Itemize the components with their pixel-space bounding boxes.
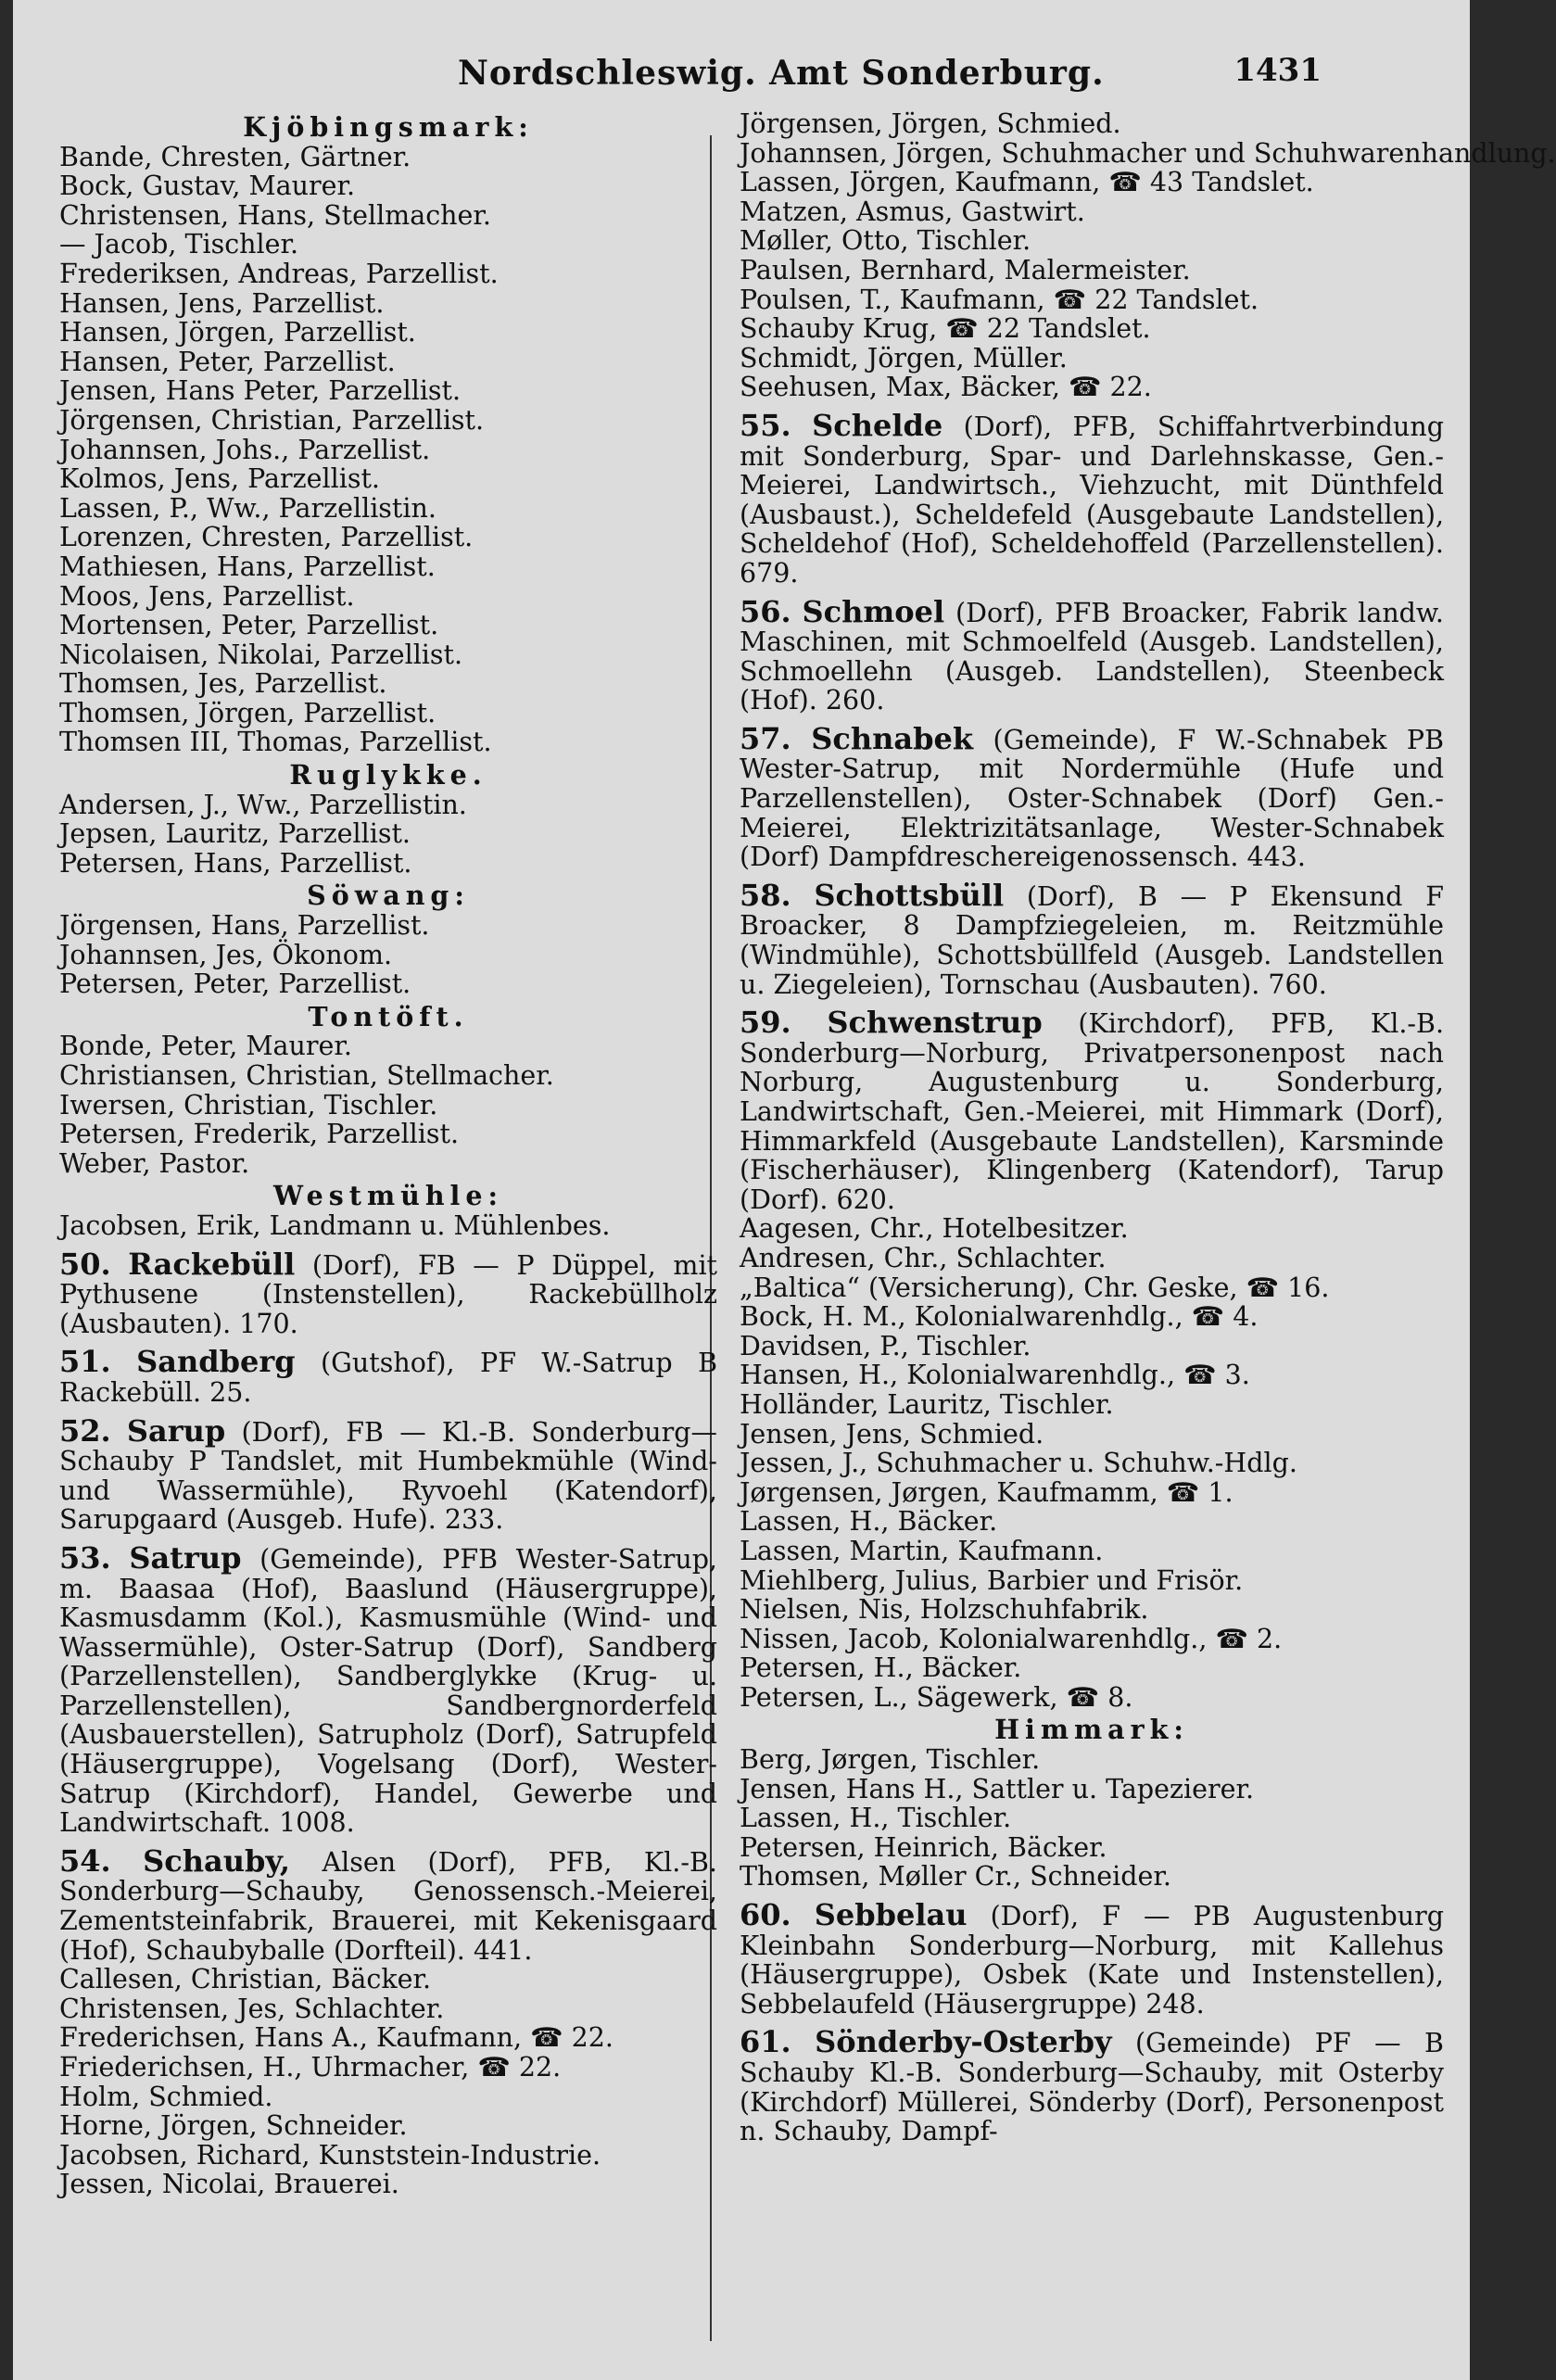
directory-line: Jessen, J., Schuhmacher u. Schuhw.-Hdlg. (740, 1448, 1297, 1479)
entry-number: 57. (740, 720, 791, 756)
directory-line: Jessen, Nicolai, Brauerei. (59, 2169, 399, 2200)
entry-number: 52. (59, 1412, 111, 1449)
directory-line: Hansen, H., Kolonialwarenhdlg., ☎ 3. (740, 1360, 1250, 1391)
resident-list (59, 911, 717, 999)
left-column (59, 109, 717, 2199)
place-name: Schelde (812, 407, 943, 443)
directory-line: Paulsen, Bernhard, Malermeister. (740, 254, 1191, 285)
entry-number: 54. (59, 1842, 111, 1879)
section-heading: Kjöbingsmark: (243, 111, 534, 143)
entry-text: (Dorf), FB — P Düppel, mit Pythusene (Instenstellen), Rackebüllholz (Ausbauten). 170. (59, 1249, 718, 1339)
directory-line: Thomsen III, Thomas, Parzellist. (59, 727, 492, 758)
directory-line: Andersen, J., Ww., Parzellistin. (59, 789, 467, 820)
place-name: Schwenstrup (827, 1005, 1043, 1041)
directory-line: Petersen, Frederik, Parzellist. (59, 1119, 460, 1150)
directory-line: Petersen, L., Sägewerk, ☎ 8. (740, 1681, 1133, 1713)
directory-line: Bande, Chresten, Gärtner. (59, 141, 411, 172)
directory-line: Hansen, Peter, Parzellist. (59, 346, 396, 377)
entry-text: (Gemeinde), F W.-Schnabek PB Wester-Satrup, mit Nordermühle (Hufe und Parzellenstellen), Oster-Schnabek (Dorf) Gen.-Meierei, Elektrizitätsanlage, Wester-Schnabek (Dorf) Dampfdreschereigenossensch. 443. (740, 724, 1445, 873)
entry-text: (Dorf), PFB, Schiffahrtverbindung mit Sonderburg, Spar- und Darlehnskasse, Gen.-Meierei, Landwirtsch., Viehzucht, mit Dünthfeld (Ausbaust.), Scheldefeld (Ausgebaute Landstellen), Scheldehof (Hof), Scheldehoffeld (Parzellenstellen). 679. (740, 411, 1445, 589)
directory-line: Friederichsen, H., Uhrmacher, ☎ 22. (59, 2052, 562, 2082)
directory-line: Lassen, H., Tischler. (740, 1803, 1012, 1834)
directory-line: Thomsen, Jörgen, Parzellist. (59, 697, 436, 728)
resident-list (59, 143, 717, 757)
directory-line: Lassen, Martin, Kaufmann. (740, 1535, 1104, 1566)
directory-line: Jørgensen, Jørgen, Kaufmamm, ☎ 1. (740, 1476, 1233, 1508)
entry-text: (Dorf), F — PB Augustenburg Kleinbahn Sonderburg—Norburg, mit Kallehus (Häusergruppe), Osbek (Kate und Instenstellen), Sebbelaufeld (Häusergruppe) 248. (740, 1901, 1445, 2019)
directory-line: Davidsen, P., Tischler. (740, 1330, 1031, 1361)
entry-number: 55. (740, 407, 791, 443)
directory-line: Bonde, Peter, Maurer. (59, 1031, 352, 1062)
entry-text: (Gemeinde) PF — B Schauby Kl.-B. Sonderburg—Schauby, mit Osterby (Kirchdorf) Müllerei, Sönderby (Dorf), Personenpost n. Schauby, Dampf- (740, 2028, 1444, 2147)
directory-line: Thomsen, Jes, Parzellist. (59, 668, 387, 700)
directory-line: Seehusen, Max, Bäcker, ☎ 22. (740, 372, 1152, 403)
place-entry (59, 1246, 718, 1339)
directory-line: Holländer, Lauritz, Tischler. (740, 1388, 1114, 1420)
directory-line: Jacobsen, Erik, Landmann u. Mühlenbes. (59, 1209, 611, 1241)
directory-line: Schmidt, Jörgen, Müller. (740, 342, 1068, 373)
directory-line: Kolmos, Jens, Parzellist. (59, 463, 380, 495)
directory-line: Berg, Jørgen, Tischler. (740, 1744, 1041, 1776)
directory-line: Johannsen, Jes, Ökonom. (59, 939, 393, 970)
directory-line: Bock, Gustav, Maurer. (59, 171, 356, 202)
place-entry (59, 1344, 718, 1408)
directory-line: Jepsen, Lauritz, Parzellist. (59, 818, 411, 850)
directory-line: Hansen, Jens, Parzellist. (59, 287, 385, 319)
directory-line: Jörgensen, Hans, Parzellist. (59, 910, 430, 942)
directory-line: Petersen, Hans, Parzellist. (59, 847, 412, 879)
resident-list (59, 1211, 717, 1241)
resident-list (59, 1032, 717, 1178)
section-heading: Ruglykke. (289, 759, 487, 791)
directory-line: Lassen, H., Bäcker. (740, 1506, 998, 1538)
resident-list (740, 1745, 1444, 1892)
directory-line: Christiansen, Christian, Stellmacher. (59, 1060, 554, 1091)
entry-number: 53. (59, 1539, 111, 1576)
directory-line: Bock, H. M., Kolonialwarenhdlg., ☎ 4. (740, 1301, 1259, 1333)
directory-line: „Baltica“ (Versicherung), Chr. Geske, ☎ 16. (740, 1272, 1330, 1303)
entry-number: 61. (740, 2024, 791, 2060)
entry-text: Alsen (Dorf), PFB, Kl.-B. Sonderburg—Schauby, Genossensch.-Meierei, Zementsteinfabrik, Brauerei, mit Kekenisgaard (Hof), Schaubyballe (Dorfteil). 441. (59, 1846, 717, 1966)
resident-list (740, 108, 1556, 403)
entry-number: 50. (59, 1246, 111, 1282)
entry-text: (Kirchdorf), PFB, Kl.-B. Sonderburg—Norburg, Privatpersonenpost nach Norburg, Augustenburg u. Sonderburg, Landwirtschaft, Gen.-Meierei, mit Himmark (Dorf), Himmarkfeld (Ausgebaute Landstellen), Karsminde (Fischerhäuser), Klingenberg (Katendorf), Tarup (Dorf). 620. (740, 1008, 1445, 1215)
section-heading: Himmark: (994, 1714, 1189, 1746)
directory-line: Callesen, Christian, Bäcker. (59, 1964, 432, 1995)
entry-text: (Dorf), FB — Kl.-B. Sonderburg—Schauby P Tandslet, mit Humbekmühle (Wind- und Wassermühle), Ryvoehl (Katendorf), Sarupgaard (Ausgeb. Hufe). 233. (59, 1416, 718, 1536)
place-entry (740, 2024, 1444, 2147)
directory-line: Jensen, Hans H., Sattler u. Tapezierer. (740, 1773, 1255, 1804)
right-column (740, 108, 1556, 2147)
directory-line: Nissen, Jacob, Kolonialwarenhdlg., ☎ 2. (740, 1623, 1283, 1654)
place-name: Schottsbüll (814, 877, 1005, 913)
directory-line: Lassen, Jörgen, Kaufmann, ☎ 43 Tandslet. (740, 167, 1314, 198)
directory-line: Christensen, Hans, Stellmacher. (59, 199, 491, 231)
directory-line: Frederiksen, Andreas, Parzellist. (59, 258, 499, 289)
place-name: Schauby, (143, 1842, 291, 1879)
directory-line: Thomsen, Møller Cr., Schneider. (740, 1861, 1171, 1893)
directory-line: Mortensen, Peter, Parzellist. (59, 610, 439, 641)
directory-line: Mathiesen, Hans, Parzellist. (59, 551, 436, 582)
place-entry (740, 593, 1444, 716)
resident-list (59, 791, 717, 879)
directory-line: Nielsen, Nis, Holzschuhfabrik. (740, 1594, 1149, 1626)
directory-line: Jörgensen, Christian, Parzellist. (59, 404, 485, 436)
directory-line: Jacobsen, Richard, Kunststein-Industrie. (59, 2139, 601, 2171)
resident-list (740, 1214, 1444, 1712)
place-name: Sarup (126, 1412, 226, 1449)
directory-line: — Jacob, Tischler. (59, 229, 299, 260)
directory-line: Frederichsen, Hans A., Kaufmann, ☎ 22. (59, 2022, 614, 2054)
directory-page (13, 0, 1556, 2380)
directory-line: Christensen, Jes, Schlachter. (59, 1993, 445, 2024)
running-title: Nordschleswig. Amt Sonderburg. (458, 54, 1105, 93)
directory-line: Petersen, Peter, Parzellist. (59, 968, 411, 1000)
entry-number: 60. (740, 1897, 791, 1933)
page-header (50, 39, 1433, 104)
place-entry (59, 1412, 718, 1536)
place-name: Satrup (129, 1539, 242, 1576)
place-entry (740, 877, 1445, 1000)
entry-text: (Dorf), PFB Broacker, Fabrik landw. Maschinen, mit Schmoelfeld (Ausgeb. Landstellen), Schmoellehn (Ausgeb. Landstellen), Steenbeck (Hof). 260. (740, 597, 1444, 716)
place-name: Sönderby-Osterby (815, 2024, 1112, 2060)
place-entry (740, 1005, 1445, 1215)
directory-line: Møller, Otto, Tischler. (740, 225, 1031, 257)
directory-line: Jensen, Jens, Schmied. (740, 1418, 1044, 1450)
directory-line: Jörgensen, Jörgen, Schmied. (740, 108, 1121, 139)
directory-line: Iwersen, Christian, Tischler. (59, 1089, 438, 1120)
directory-line: Horne, Jörgen, Schneider. (59, 2110, 408, 2142)
place-name: Rackebüll (128, 1246, 296, 1282)
entry-text: (Gemeinde), PFB Wester-Satrup, m. Baasaa (Hof), Baaslund (Häusergruppe), Kasmusdamm (Kol.), Kasmusmühle (Wind- und Wassermühle), Oster-Satrup (Dorf), Sandberg (Parzellenstellen), Sandberglykke (Krug- u. Parzellenstellen), Sandbergnorderfeld (Ausbauerstellen), Satrupholz (Dorf), Satrupfeld (Häusergruppe), Vogelsang (Dorf), Wester-Satrup (Kirchdorf), Handel, Gewerbe und Landwirtschaft. 1008. (59, 1543, 717, 1839)
directory-line: Matzen, Asmus, Gastwirt. (740, 196, 1085, 227)
section-heading: Söwang: (307, 880, 470, 912)
directory-line: Petersen, H., Bäcker. (740, 1652, 1022, 1684)
entry-text: (Gutshof), PF W.-Satrup B Rackebüll. 25. (59, 1348, 718, 1408)
directory-line: Lassen, P., Ww., Parzellistin. (59, 492, 436, 524)
place-entry (59, 1842, 717, 1966)
place-name: Sebbelau (814, 1897, 968, 1933)
section-heading: Tontöft. (308, 1000, 469, 1032)
resident-list (59, 1965, 717, 2199)
place-name: Schnabek (811, 720, 973, 756)
directory-line: Lorenzen, Chresten, Parzellist. (59, 522, 474, 553)
directory-line: Holm, Schmied. (59, 2081, 273, 2112)
entry-number: 51. (59, 1344, 111, 1380)
entry-text: (Dorf), B — P Ekensund F Broacker, 8 Dampfziegeleien, m. Reitzmühle (Windmühle), Schottsbüllfeld (Ausgeb. Landstellen u. Ziegeleien), Tornschau (Ausbauten). 760. (740, 880, 1445, 1000)
directory-line: Petersen, Heinrich, Bäcker. (740, 1831, 1107, 1863)
place-entry (740, 407, 1445, 589)
entry-number: 56. (740, 593, 791, 629)
directory-line: Aagesen, Chr., Hotelbesitzer. (740, 1213, 1129, 1245)
directory-line: Moos, Jens, Parzellist. (59, 580, 355, 612)
directory-line: Johannsen, Johs., Parzellist. (59, 434, 431, 465)
directory-line: Schauby Krug, ☎ 22 Tandslet. (740, 313, 1151, 345)
directory-line: Jensen, Hans Peter, Parzellist. (59, 375, 462, 407)
place-entry (740, 720, 1445, 873)
directory-line: Andresen, Chr., Schlachter. (740, 1242, 1107, 1273)
directory-line: Miehlberg, Julius, Barbier und Frisör. (740, 1564, 1244, 1596)
directory-line: Nicolaisen, Nikolai, Parzellist. (59, 639, 463, 670)
section-heading: Westmühle: (272, 1180, 504, 1212)
place-entry (59, 1539, 717, 1839)
place-name: Sandberg (136, 1344, 296, 1380)
directory-line: Johannsen, Jörgen, Schuhmacher und Schuhwarenhandlung. (740, 137, 1556, 169)
entry-number: 59. (740, 1005, 791, 1041)
directory-line: Hansen, Jörgen, Parzellist. (59, 317, 416, 348)
directory-line: Poulsen, T., Kaufmann, ☎ 22 Tandslet. (740, 284, 1259, 315)
entry-number: 58. (740, 877, 791, 913)
place-entry (740, 1897, 1445, 2019)
page-number: 1431 (1233, 52, 1322, 89)
place-name: Schmoel (802, 593, 945, 629)
directory-line: Weber, Pastor. (59, 1147, 250, 1179)
